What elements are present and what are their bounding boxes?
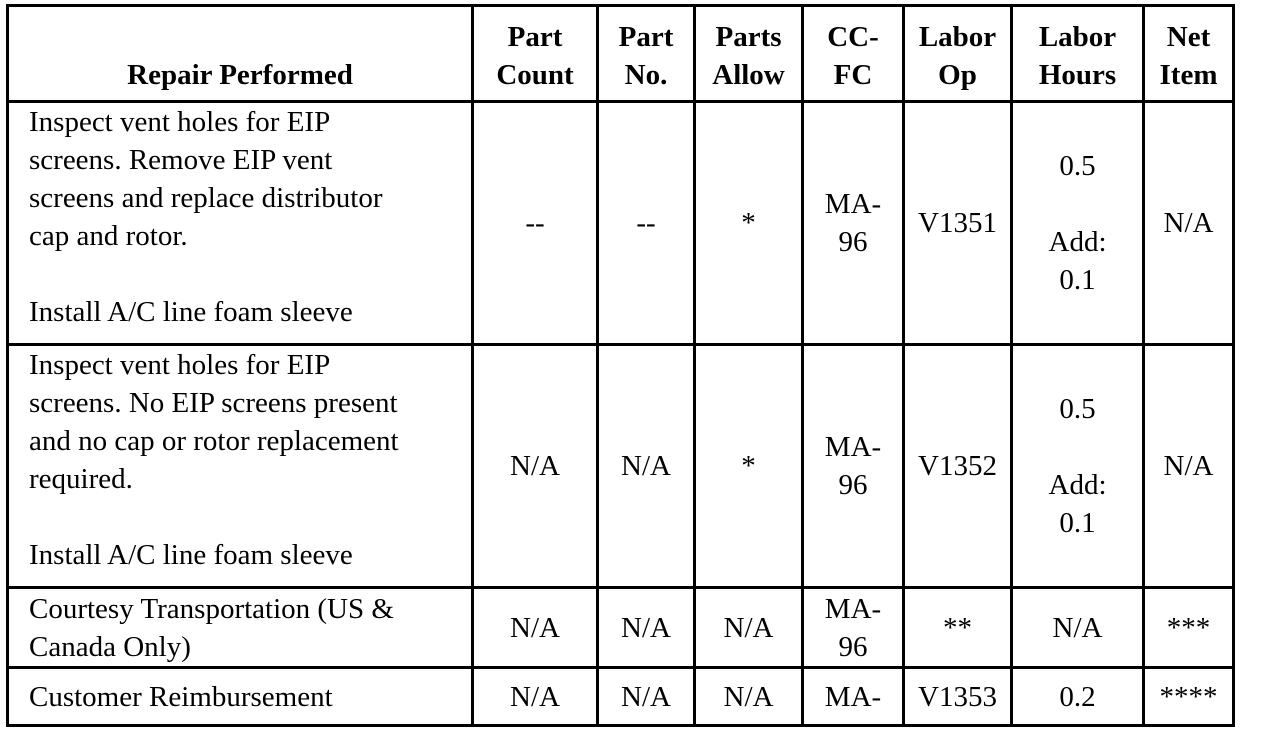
header-part-count-line1: Part — [507, 21, 563, 53]
repair-text-line: Canada Only) — [29, 630, 191, 663]
repair-text-line: Customer Reimbursement — [29, 680, 333, 713]
part-count-cell: -- — [473, 102, 598, 345]
repair-cell — [8, 345, 473, 588]
header-ccfc-line1: CC- — [827, 21, 879, 53]
net-item-cell: N/A — [1144, 102, 1234, 345]
header-part-count — [473, 6, 598, 102]
labor-hours-add-value: 0.1 — [1059, 264, 1096, 296]
header-labor-op-line2: Op — [938, 59, 977, 91]
table-row — [8, 668, 1234, 726]
net-item-cell: N/A — [1144, 345, 1234, 588]
header-labor-hours-line1: Labor — [1038, 21, 1117, 53]
labor-op-cell: V1352 — [904, 345, 1012, 588]
header-row — [8, 6, 1234, 102]
header-ccfc-line2: FC — [833, 59, 873, 91]
part-count-cell: N/A — [473, 588, 598, 668]
repair-text-line: Courtesy Transportation (US & — [29, 592, 394, 625]
repair-cell — [8, 102, 473, 345]
repair-table — [6, 4, 1235, 727]
table-row — [8, 102, 1234, 345]
table-row — [8, 588, 1234, 668]
header-repair-performed — [8, 6, 473, 102]
net-item-cell: **** — [1144, 668, 1234, 726]
header-parts-allow-line2: Allow — [712, 59, 785, 91]
ccfc-line2: 96 — [838, 469, 868, 501]
labor-hours-add-value: 0.1 — [1059, 507, 1096, 539]
header-part-no-line1: Part — [618, 21, 674, 53]
repair-cell — [8, 588, 473, 668]
repair-text-extra: Install A/C line foam sleeve — [29, 296, 353, 328]
header-net-item-line2: Item — [1159, 59, 1218, 91]
part-no-cell: -- — [598, 102, 695, 345]
labor-hours-value: 0.5 — [1059, 393, 1096, 425]
header-part-count-line2: Count — [496, 59, 574, 91]
labor-hours-cell: N/A — [1012, 588, 1144, 668]
repair-text-line: and no cap or rotor replacement — [29, 425, 399, 457]
header-net-item-line1: Net — [1166, 21, 1211, 53]
labor-op-cell: V1351 — [904, 102, 1012, 345]
labor-hours-value: 0.5 — [1059, 150, 1096, 182]
repair-text-line: screens. Remove EIP vent — [29, 144, 333, 176]
repair-text-line: Inspect vent holes for EIP — [29, 349, 331, 381]
part-count-cell: N/A — [473, 345, 598, 588]
header-repair-label: Repair Performed — [127, 59, 353, 91]
labor-hours-cell: 0.2 — [1012, 668, 1144, 726]
header-part-no-line2: No. — [624, 59, 668, 91]
header-parts-allow — [695, 6, 803, 102]
ccfc-cell — [803, 345, 904, 588]
table-row — [8, 345, 1234, 588]
net-item-cell: *** — [1144, 588, 1234, 668]
header-parts-allow-line1: Parts — [715, 21, 782, 53]
header-labor-hours-line2: Hours — [1038, 59, 1117, 91]
header-labor-op-line1: Labor — [918, 21, 997, 53]
labor-hours-add-label: Add: — [1048, 469, 1107, 501]
repair-text-line: screens. No EIP screens present — [29, 387, 398, 419]
labor-hours-cell — [1012, 345, 1144, 588]
ccfc-line1: MA- — [824, 592, 882, 625]
part-no-cell: N/A — [598, 345, 695, 588]
ccfc-cell — [803, 588, 904, 668]
repair-text-line: screens and replace distributor — [29, 182, 383, 214]
parts-allow-cell: * — [695, 102, 803, 345]
header-net-item — [1144, 6, 1234, 102]
part-no-cell: N/A — [598, 588, 695, 668]
ccfc-line1: MA- — [824, 431, 882, 463]
repair-text-line: cap and rotor. — [29, 220, 188, 252]
ccfc-cell: MA- — [803, 668, 904, 726]
ccfc-cell — [803, 102, 904, 345]
ccfc-line1: MA- — [824, 188, 882, 220]
ccfc-line2: 96 — [838, 226, 868, 258]
header-labor-op — [904, 6, 1012, 102]
labor-hours-add-label: Add: — [1048, 226, 1107, 258]
labor-hours-cell — [1012, 102, 1144, 345]
header-ccfc — [803, 6, 904, 102]
repair-text-line: required. — [29, 463, 133, 495]
part-no-cell: N/A — [598, 668, 695, 726]
part-count-cell: N/A — [473, 668, 598, 726]
parts-allow-cell: N/A — [695, 668, 803, 726]
header-labor-hours — [1012, 6, 1144, 102]
repair-cell — [8, 668, 473, 726]
parts-allow-cell: N/A — [695, 588, 803, 668]
repair-text-line: Inspect vent holes for EIP — [29, 106, 331, 138]
parts-allow-cell: * — [695, 345, 803, 588]
labor-op-cell: V1353 — [904, 668, 1012, 726]
repair-text-extra: Install A/C line foam sleeve — [29, 539, 353, 571]
ccfc-line2: 96 — [838, 630, 868, 663]
header-part-no — [598, 6, 695, 102]
labor-op-cell: ** — [904, 588, 1012, 668]
